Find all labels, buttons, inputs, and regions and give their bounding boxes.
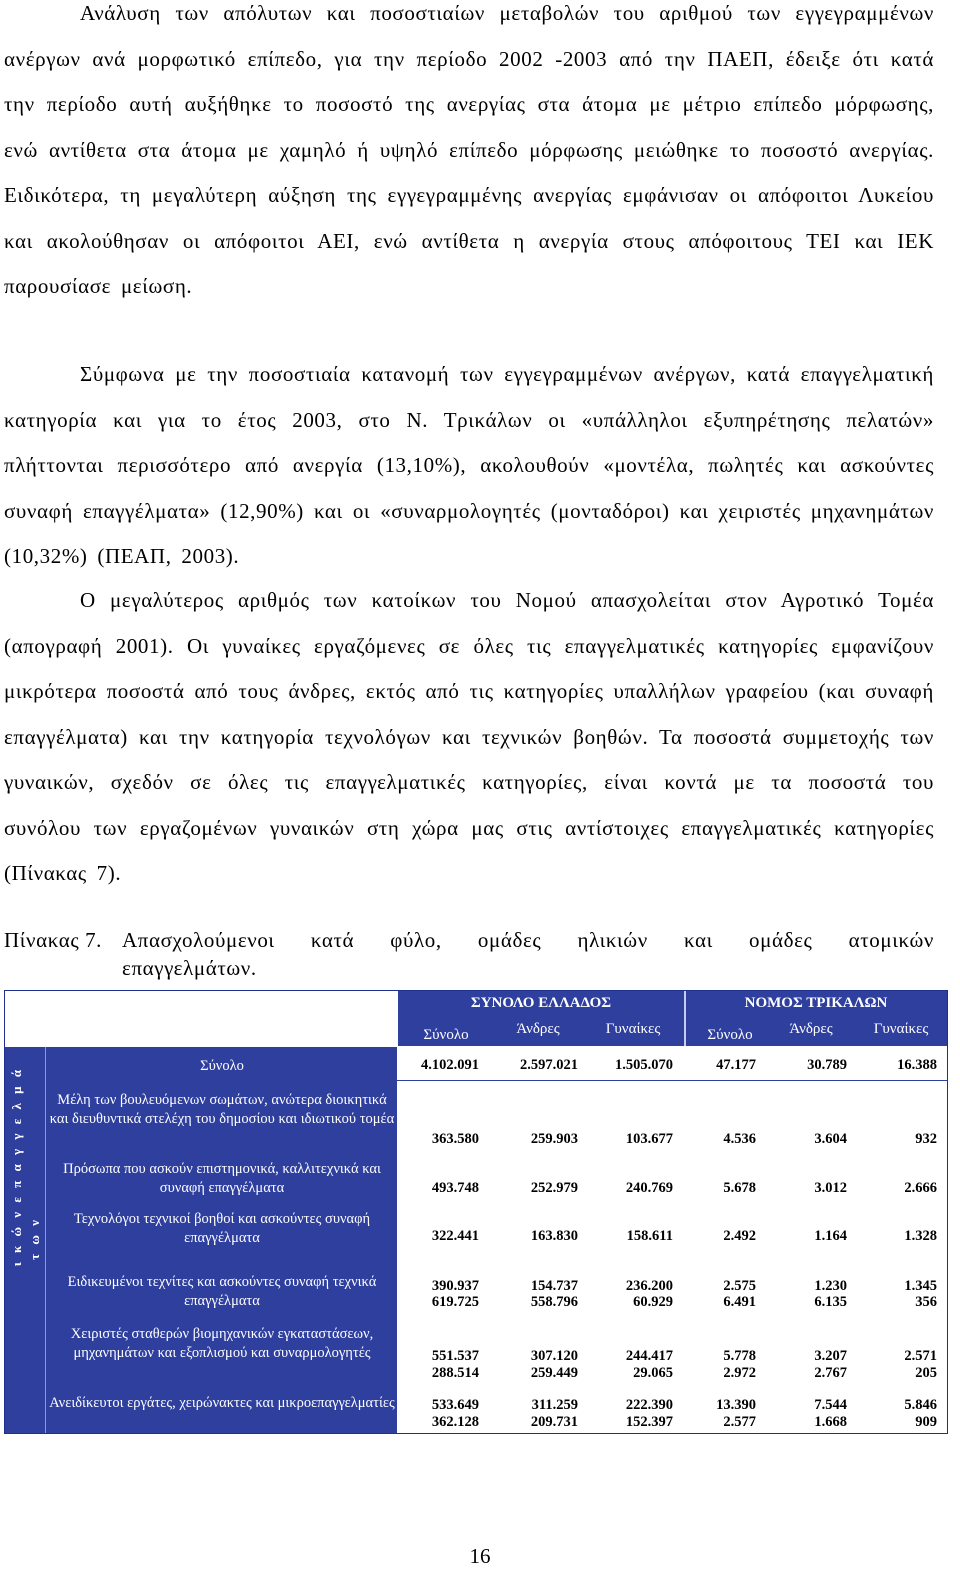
- vertical-label: ι κ ώ ν ε π α γ γ ε λ μ ά: [9, 1067, 24, 1267]
- paragraph-2: Σύμφωνα με την ποσοστιαία κατανομή των εγγεγραμμένων ανέργων, κατά επαγγελματική κατηγορία και για το έτος 2003, στο Ν. Τρικάλων οι «υπάλληλοι εξυπηρέτησης πελατών» πλήττονται περισσότερο από ανεργία (13,10%), ακολουθούν «μοντέλα, πωλητές και ασκούντες συναφή επαγγέλματα» (12,90%) και οι «συναρμολογητές (μονταδόροι) και χειριστές μηχανημάτων (10,32%) (ΠΕΑΠ, 2003).: [4, 362, 934, 568]
- paragraph-3: Ο μεγαλύτερος αριθμός των κατοίκων του Νομού απασχολείται στον Αγροτικό Τομέα (απογραφή 2001). Οι γυναίκες εργαζόμενες σε όλες τις επαγγελματικές κατηγορίες εμφανίζουν μικρότερα ποσοστά από τους άνδρες, εκτός από τις κατηγορίες υπαλλήλων γραφείου (και συναφή επαγγέλματα) και την κατηγορία τεχνολόγων και τεχνικών βοηθών. Τα ποσοστά συμμετοχής των γυναικών, σχεδόν σε όλες τις επαγγελματικές κατηγορίες, είναι κοντά με τα ποσοστά του συνόλου των εργαζομένων γυναικών στη χώρα μας στις αντίστοιχες επαγγελματικές κατηγορίες (Πίνακας 7).: [4, 588, 934, 885]
- table-cell: 5.778: [723, 1348, 756, 1364]
- paragraph-1: Ανάλυση των απόλυτων και ποσοστιαίων μεταβολών του αριθμού των εγγεγραμμένων ανέργων ανά μορφωτικό επίπεδο, για την περίοδο 2002 -2003 από την ΠΑΕΠ, έδειξε ότι κατά την περίοδο αυτή αυξήθηκε το ποσοστό της ανεργίας στα άτομα με μέτριο επίπεδο μόρφωσης, ενώ αντίθετα στα άτομα με χαμηλό ή υψηλό επίπεδο μόρφωσης μειώθηκε το ποσοστό ανεργίας. Ειδικότερα, τη μεγαλύτερη αύξηση της εγγεγραμμένης ανεργίας εμφάνισαν οι απόφοιτοι Λυκείου και ακολούθησαν οι απόφοιτοι ΑΕΙ, ενώ αντίθετα η ανεργία στους απόφοιτους ΤΕΙ και ΙΕΚ παρουσίασε μείωση.: [4, 1, 934, 298]
- table-cell: 152.397: [625, 1414, 673, 1430]
- table-cell: 5.846: [904, 1397, 937, 1413]
- table-cell: 558.796: [530, 1294, 578, 1310]
- table-cell: 154.737: [530, 1278, 578, 1294]
- table-cell: 3.207: [814, 1348, 847, 1364]
- table-caption: [4, 926, 934, 982]
- table-cell: 619.725: [431, 1294, 479, 1310]
- table-cell: 363.580: [431, 1131, 479, 1147]
- header-greece-women: Γυναίκες: [605, 1021, 661, 1037]
- page-number: 16: [469, 1544, 491, 1568]
- table-caption-text: Απασχολούμενοι κατά φύλο, ομάδες ηλικιών και ομάδες ατομικών επαγγελμάτων.: [122, 928, 934, 980]
- total-trikala-women: 16.388: [897, 1057, 937, 1073]
- table-caption-label: Πίνακας 7.: [4, 928, 103, 952]
- table-cell: 6.135: [814, 1294, 847, 1310]
- table-cell: 362.128: [431, 1414, 479, 1430]
- vertical-label-2: τ ω ν: [27, 1217, 42, 1260]
- header-greece-total: Σύνολο: [423, 1027, 469, 1043]
- table-cell: 103.677: [625, 1131, 673, 1147]
- table-cell: 244.417: [625, 1348, 673, 1364]
- table-cell: 533.649: [431, 1397, 479, 1413]
- total-greece: 4.102.091: [421, 1057, 479, 1073]
- header-trikala-men: Άνδρες: [789, 1021, 833, 1037]
- table-cell: 6.491: [723, 1294, 756, 1310]
- employment-table: [4, 990, 948, 1434]
- table-cell: 493.748: [431, 1180, 479, 1196]
- table-cell: 163.830: [530, 1228, 578, 1244]
- table-cell: 2.575: [723, 1278, 756, 1294]
- table-cell: 288.514: [431, 1365, 479, 1381]
- table-cell: 1.668: [814, 1414, 847, 1430]
- table-cell: 209.731: [530, 1414, 578, 1430]
- table-cell: 259.449: [530, 1365, 578, 1381]
- header-trikala-women: Γυναίκες: [873, 1021, 929, 1037]
- table-cell: 2.571: [904, 1348, 937, 1364]
- table-cell: 205: [915, 1365, 937, 1381]
- table-cell: 1.230: [814, 1278, 847, 1294]
- table-cell: 2.492: [723, 1228, 756, 1244]
- table-cell: 307.120: [530, 1348, 578, 1364]
- table-row-label: Χειριστές σταθερών βιομηχανικών εγκαταστάσεων, μηχανημάτων και εξοπλισμού και συναρμολογητές: [70, 1326, 374, 1361]
- table-cell: 909: [915, 1414, 937, 1430]
- table-cell: 551.537: [431, 1348, 479, 1364]
- table-cell: 3.012: [814, 1180, 847, 1196]
- table-cell: 1.164: [814, 1228, 847, 1244]
- table-cell: 252.979: [530, 1180, 578, 1196]
- table-cell: 1.328: [904, 1228, 937, 1244]
- table-cell: 1.345: [904, 1278, 937, 1294]
- table-row-label: Τεχνολόγοι τεχνικοί βοηθοί και ασκούντες συναφή επαγγέλματα: [73, 1211, 371, 1246]
- table-cell: 29.065: [633, 1365, 673, 1381]
- table-cell: 2.972: [723, 1365, 756, 1381]
- total-trikala-men: 30.789: [807, 1057, 847, 1073]
- table-cell: 390.937: [431, 1278, 479, 1294]
- total-trikala: 47.177: [716, 1057, 756, 1073]
- table-cell: 2.767: [814, 1365, 847, 1381]
- table-cell: 932: [915, 1131, 937, 1147]
- table-cell: 311.259: [531, 1397, 578, 1413]
- table-row-label: Ανειδίκευτοι εργάτες, χειρώνακτες και μικροεπαγγελματίες: [49, 1395, 395, 1411]
- table-cell: 3.604: [814, 1131, 847, 1147]
- row-divider: [397, 1080, 947, 1081]
- table-cell: 2.577: [723, 1414, 756, 1430]
- table-cell: 2.666: [904, 1180, 937, 1196]
- table-cell: 5.678: [723, 1180, 756, 1196]
- table-row-label: Πρόσωπα που ασκούν επιστημονικά, καλλιτεχνικά και συναφή επαγγέλματα: [63, 1161, 381, 1196]
- table-cell: 259.903: [530, 1131, 578, 1147]
- table-cell: 60.929: [633, 1294, 673, 1310]
- table-cell: 356: [915, 1294, 937, 1310]
- table-cell: 13.390: [716, 1397, 756, 1413]
- table-cell: 158.611: [626, 1228, 673, 1244]
- table-cell: 240.769: [625, 1180, 673, 1196]
- header-trikala-total: Σύνολο: [707, 1027, 753, 1043]
- header-trikala: ΝΟΜΟΣ ΤΡΙΚΑΛΩΝ: [744, 995, 888, 1011]
- total-row-label: Σύνολο: [200, 1058, 244, 1074]
- header-greece: ΣΥΝΟΛΟ ΕΛΛΑΔΟΣ: [470, 995, 612, 1011]
- table-cell: 222.390: [625, 1397, 673, 1413]
- table-cell: 236.200: [625, 1278, 673, 1294]
- total-greece-women: 1.505.070: [615, 1057, 673, 1073]
- table-row-label: Μέλη των βουλευόμενων σωμάτων, ανώτερα διοικητικά και διευθυντικά στελέχη του δημοσίου και ιδιωτικού τομέα: [49, 1092, 395, 1127]
- header-greece-men: Άνδρες: [516, 1021, 560, 1037]
- table-cell: 4.536: [723, 1131, 756, 1147]
- table-cell: 322.441: [431, 1228, 479, 1244]
- table-row-label: Ειδικευμένοι τεχνίτες και ασκούντες συναφή τεχνικά επαγγέλματα: [67, 1274, 377, 1309]
- vertical-label-column: [5, 1047, 46, 1433]
- table-cell: 7.544: [814, 1397, 847, 1413]
- total-greece-men: 2.597.021: [520, 1057, 578, 1073]
